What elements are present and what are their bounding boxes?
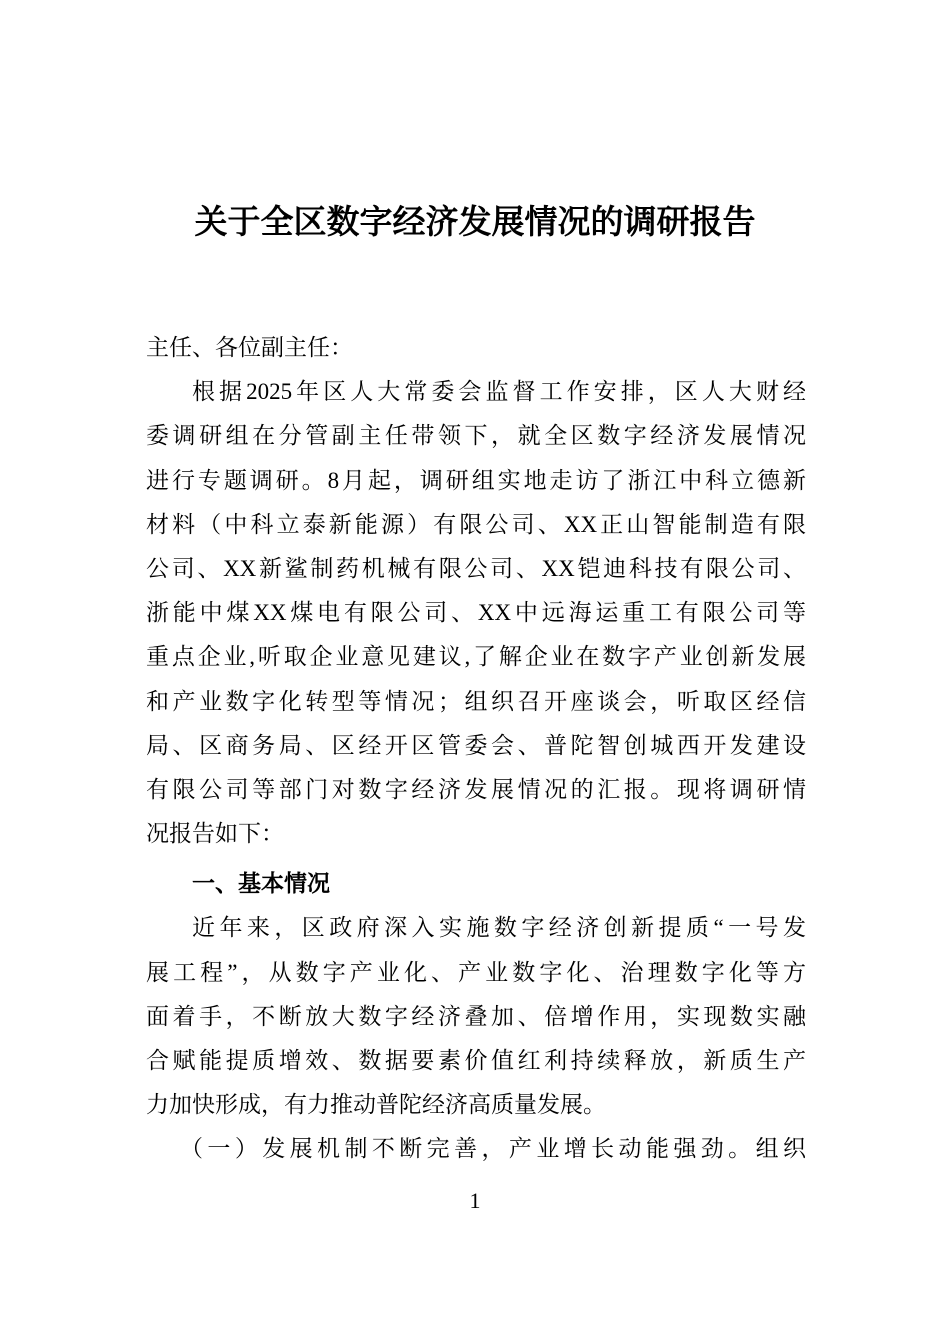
section-heading: 一、基本情况 [192, 871, 330, 897]
salutation: 主任、各位副主任： [146, 335, 353, 360]
paragraph-line: 材料（中科立泰新能源）有限公司、XX正山智能制造有限 [146, 511, 806, 537]
subsection-line: （一）发展机制不断完善，产业增长动能强劲。组织 [180, 1136, 806, 1162]
paragraph-line: 近年来，区政府深入实施数字经济创新提质“一号发 [192, 915, 806, 941]
paragraph-line: 合赋能提质增效、数据要素价值红利持续释放，新质生产 [146, 1048, 806, 1073]
paragraph-line: 委调研组在分管副主任带领下，就全区数字经济发展情况 [146, 423, 806, 449]
document-body [146, 332, 806, 1178]
paragraph-line: 展工程”，从数字产业化、产业数字化、治理数字化等方 [146, 959, 806, 985]
paragraph-line: 况报告如下： [146, 821, 284, 847]
paragraph-line: 根据2025年区人大常委会监督工作安排，区人大财经 [192, 379, 806, 405]
paragraph-line: 浙能中煤XX煤电有限公司、XX中远海运重工有限公司等 [146, 600, 806, 626]
paragraph-line: 有限公司等部门对数字经济发展情况的汇报。现将调研情 [146, 776, 806, 802]
paragraph-line: 局、区商务局、区经开区管委会、普陀智创城西开发建设 [146, 732, 806, 758]
paragraph-line: 公司、XX新鲨制药机械有限公司、XX铠迪科技有限公司、 [146, 555, 806, 581]
page-number: 1 [469, 1188, 481, 1213]
document-title: 关于全区数字经济发展情况的调研报告 [194, 205, 756, 241]
paragraph-line: 和产业数字化转型等情况；组织召开座谈会，听取区经信 [146, 688, 806, 714]
paragraph-line: 面着手，不断放大数字经济叠加、倍增作用，实现数实融 [146, 1003, 806, 1029]
paragraph-line: 进行专题调研。8月起，调研组实地走访了浙江中科立德新 [146, 467, 806, 493]
paragraph-line: 重点企业,听取企业意见建议,了解企业在数字产业创新发展 [146, 644, 806, 670]
paragraph-line: 力加快形成，有力推动普陀经济高质量发展。 [146, 1092, 606, 1118]
